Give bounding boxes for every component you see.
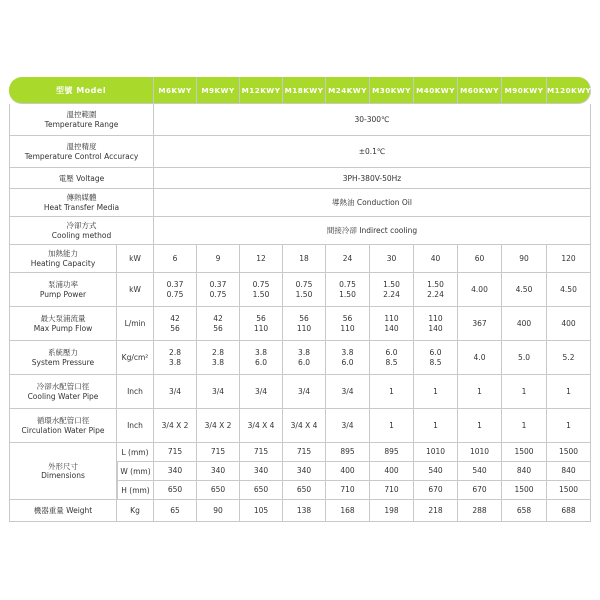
heating-cell: 90 <box>502 245 547 273</box>
temp-accuracy-label: 溫控精度 Temperature Control Accuracy <box>9 136 154 168</box>
pressure-cell: 3.8 6.0 <box>283 341 326 375</box>
circulation-pipe-unit: Inch <box>117 409 154 443</box>
model-header-cell: M18KWY <box>283 77 326 104</box>
dimension-h-cell: 650 <box>197 481 240 500</box>
weight-cell: 90 <box>197 500 240 522</box>
dimension-w-cell: 400 <box>326 462 370 481</box>
pump-power-cell: 0.37 0.75 <box>154 273 197 307</box>
model-header-cell: M120KWY <box>547 77 591 104</box>
pressure-cell: 5.0 <box>502 341 547 375</box>
cooling-pipe-cell: 1 <box>370 375 414 409</box>
cooling-method-label: 冷卻方式 Cooling method <box>9 217 154 245</box>
model-header: 型號 Model <box>9 77 154 104</box>
dimension-l-unit: L (mm) <box>117 443 154 462</box>
dimension-l-cell: 715 <box>283 443 326 462</box>
cooling-pipe-label: 冷卻水配管口徑 Cooling Water Pipe <box>9 375 117 409</box>
pressure-cell: 2.8 3.8 <box>197 341 240 375</box>
pump-power-cell: 1.50 2.24 <box>414 273 458 307</box>
dimension-w-cell: 840 <box>502 462 547 481</box>
model-header-cell: M40KWY <box>414 77 458 104</box>
pump-power-cell: 0.75 1.50 <box>326 273 370 307</box>
model-header-cell: M6KWY <box>154 77 197 104</box>
circulation-pipe-cell: 1 <box>414 409 458 443</box>
cooling-pipe-cell: 3/4 <box>283 375 326 409</box>
pump-power-cell: 4.00 <box>458 273 502 307</box>
heating-row <box>9 245 591 273</box>
pressure-cell: 2.8 3.8 <box>154 341 197 375</box>
pump-flow-cell: 367 <box>458 307 502 341</box>
pump-flow-cell: 42 56 <box>197 307 240 341</box>
media-row <box>9 189 591 217</box>
weight-cell: 288 <box>458 500 502 522</box>
pressure-cell: 5.2 <box>547 341 591 375</box>
media-value: 導熱油 Conduction Oil <box>154 189 591 217</box>
model-header-cell: M60KWY <box>458 77 502 104</box>
pressure-row <box>9 341 591 375</box>
weight-cell: 688 <box>547 500 591 522</box>
weight-cell: 218 <box>414 500 458 522</box>
cooling-pipe-cell: 3/4 <box>154 375 197 409</box>
circulation-pipe-cell: 3/4 X 2 <box>197 409 240 443</box>
temp-accuracy-value: ±0.1℃ <box>154 136 591 168</box>
dimension-h-cell: 670 <box>414 481 458 500</box>
dimension-w-cell: 540 <box>458 462 502 481</box>
pump-flow-cell: 56 110 <box>240 307 283 341</box>
dimension-h-cell: 710 <box>326 481 370 500</box>
cooling-pipe-cell: 1 <box>458 375 502 409</box>
pump-flow-row <box>9 307 591 341</box>
dimension-w-cell: 840 <box>547 462 591 481</box>
pressure-cell: 4.0 <box>458 341 502 375</box>
circulation-pipe-cell: 1 <box>458 409 502 443</box>
heating-cell: 30 <box>370 245 414 273</box>
weight-cell: 168 <box>326 500 370 522</box>
pump-flow-cell: 400 <box>547 307 591 341</box>
pump-flow-cell: 56 110 <box>326 307 370 341</box>
model-header-cell: M30KWY <box>370 77 414 104</box>
model-header-cell: M9KWY <box>197 77 240 104</box>
weight-cell: 65 <box>154 500 197 522</box>
pump-power-cell: 0.75 1.50 <box>283 273 326 307</box>
dimension-l-cell: 895 <box>370 443 414 462</box>
weight-label: 機器重量 Weight <box>9 500 117 522</box>
dimensions-label: 外形尺寸 Dimensions <box>9 443 117 500</box>
heating-cell: 120 <box>547 245 591 273</box>
model-header-cell: M90KWY <box>502 77 547 104</box>
dimension-l-cell: 1500 <box>547 443 591 462</box>
dimension-h-cell: 670 <box>458 481 502 500</box>
voltage-label: 電壓 Voltage <box>9 168 154 189</box>
pump-power-cell: 0.75 1.50 <box>240 273 283 307</box>
spec-table <box>9 77 591 522</box>
dimension-l-cell: 715 <box>154 443 197 462</box>
dimension-h-cell: 710 <box>370 481 414 500</box>
dimension-w-cell: 340 <box>283 462 326 481</box>
dimension-l-cell: 1010 <box>414 443 458 462</box>
dimension-w-unit: W (mm) <box>117 462 154 481</box>
voltage-row <box>9 168 591 189</box>
pressure-label: 系統壓力 System Pressure <box>9 341 117 375</box>
heating-cell: 40 <box>414 245 458 273</box>
pump-flow-cell: 56 110 <box>283 307 326 341</box>
pressure-cell: 3.8 6.0 <box>240 341 283 375</box>
dimension-h-cell: 650 <box>154 481 197 500</box>
model-header-cell: M24KWY <box>326 77 370 104</box>
cooling-pipe-cell: 3/4 <box>197 375 240 409</box>
dimension-l-cell: 1010 <box>458 443 502 462</box>
pump-flow-cell: 400 <box>502 307 547 341</box>
heating-cell: 60 <box>458 245 502 273</box>
cooling-pipe-cell: 1 <box>547 375 591 409</box>
pressure-cell: 6.0 8.5 <box>414 341 458 375</box>
heating-cell: 24 <box>326 245 370 273</box>
dimension-h-cell: 650 <box>240 481 283 500</box>
temp-range-label: 溫控範圍 Temperature Range <box>9 104 154 136</box>
cooling-pipe-cell: 1 <box>502 375 547 409</box>
model-header-cell: M12KWY <box>240 77 283 104</box>
pump-power-label: 泵浦功率 Pump Power <box>9 273 117 307</box>
weight-cell: 138 <box>283 500 326 522</box>
pump-power-cell: 0.37 0.75 <box>197 273 240 307</box>
voltage-value: 3PH-380V-50Hz <box>154 168 591 189</box>
cooling-pipe-cell: 3/4 <box>240 375 283 409</box>
heating-cell: 12 <box>240 245 283 273</box>
heating-label: 加熱能力 Heating Capacity <box>9 245 117 273</box>
weight-unit: Kg <box>117 500 154 522</box>
dimension-l-row <box>9 443 591 462</box>
dimension-w-cell: 340 <box>197 462 240 481</box>
cooling-pipe-cell: 1 <box>414 375 458 409</box>
circulation-pipe-cell: 1 <box>547 409 591 443</box>
dimension-l-cell: 895 <box>326 443 370 462</box>
pump-power-row <box>9 273 591 307</box>
dimension-w-cell: 540 <box>414 462 458 481</box>
temp-accuracy-row <box>9 136 591 168</box>
pump-flow-cell: 110 140 <box>414 307 458 341</box>
dimension-w-cell: 340 <box>154 462 197 481</box>
circulation-pipe-cell: 3/4 X 4 <box>283 409 326 443</box>
cooling-method-value: 間接冷卻 Indirect cooling <box>154 217 591 245</box>
weight-row <box>9 500 591 522</box>
media-label: 傳熱媒體 Heat Transfer Media <box>9 189 154 217</box>
cooling-method-row <box>9 217 591 245</box>
weight-cell: 198 <box>370 500 414 522</box>
pump-flow-cell: 110 140 <box>370 307 414 341</box>
heating-cell: 18 <box>283 245 326 273</box>
dimension-h-cell: 1500 <box>502 481 547 500</box>
pump-flow-unit: L/min <box>117 307 154 341</box>
cooling-pipe-cell: 3/4 <box>326 375 370 409</box>
cooling-pipe-row <box>9 375 591 409</box>
dimension-w-cell: 340 <box>240 462 283 481</box>
dimension-w-cell: 400 <box>370 462 414 481</box>
heating-cell: 9 <box>197 245 240 273</box>
heating-cell: 6 <box>154 245 197 273</box>
circulation-pipe-cell: 1 <box>502 409 547 443</box>
pump-power-cell: 4.50 <box>502 273 547 307</box>
pump-power-unit: kW <box>117 273 154 307</box>
temp-range-value: 30-300℃ <box>154 104 591 136</box>
temp-range-row <box>9 104 591 136</box>
circulation-pipe-label: 循環水配管口徑 Circulation Water Pipe <box>9 409 117 443</box>
circulation-pipe-row <box>9 409 591 443</box>
circulation-pipe-cell: 3/4 <box>326 409 370 443</box>
cooling-pipe-unit: Inch <box>117 375 154 409</box>
dimension-l-cell: 715 <box>197 443 240 462</box>
weight-cell: 658 <box>502 500 547 522</box>
pump-flow-cell: 42 56 <box>154 307 197 341</box>
pressure-cell: 6.0 8.5 <box>370 341 414 375</box>
weight-cell: 105 <box>240 500 283 522</box>
dimension-h-cell: 1500 <box>547 481 591 500</box>
dimension-l-cell: 1500 <box>502 443 547 462</box>
circulation-pipe-cell: 3/4 X 2 <box>154 409 197 443</box>
pump-power-cell: 1.50 2.24 <box>370 273 414 307</box>
dimension-h-unit: H (mm) <box>117 481 154 500</box>
header-row <box>9 77 591 104</box>
pump-power-cell: 4.50 <box>547 273 591 307</box>
circulation-pipe-cell: 1 <box>370 409 414 443</box>
dimension-l-cell: 715 <box>240 443 283 462</box>
pump-flow-label: 最大泵浦流量 Max Pump Flow <box>9 307 117 341</box>
heating-unit: kW <box>117 245 154 273</box>
pressure-cell: 3.8 6.0 <box>326 341 370 375</box>
pressure-unit: Kg/cm² <box>117 341 154 375</box>
dimension-h-cell: 650 <box>283 481 326 500</box>
circulation-pipe-cell: 3/4 X 4 <box>240 409 283 443</box>
